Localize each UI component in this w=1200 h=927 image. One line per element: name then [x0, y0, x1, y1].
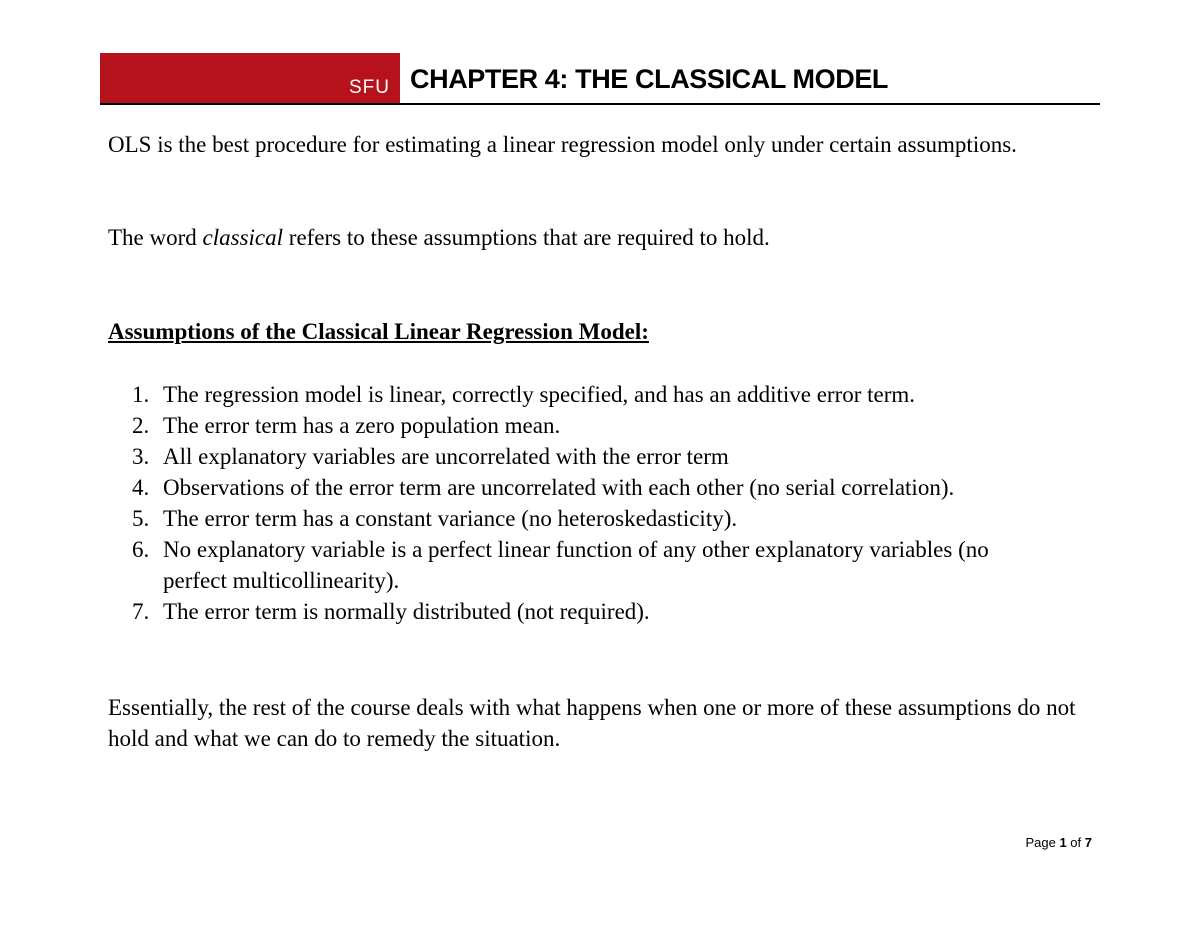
- list-item-number: 6.: [132, 537, 150, 562]
- list-item-text: The regression model is linear, correctly specified, and has an additive error term.: [163, 382, 916, 407]
- list-item-number: 1.: [132, 382, 150, 407]
- list-item: [108, 503, 1098, 534]
- page-number: [1025, 835, 1092, 851]
- list-item: [108, 379, 1098, 410]
- list-item-number: 4.: [132, 475, 150, 500]
- classical-text-after: refers to these assumptions that are required to hold.: [283, 225, 770, 250]
- sfu-logo: SFU: [349, 77, 390, 98]
- list-item-number: 3.: [132, 444, 150, 469]
- header-brand-bar: [100, 53, 400, 105]
- list-item-text: The error term has a constant variance (no heteroskedasticity).: [163, 506, 738, 531]
- total-pages: 7: [1084, 835, 1092, 850]
- classical-paragraph: [108, 222, 1098, 253]
- list-item-number: 5.: [132, 506, 150, 531]
- header-divider: [100, 103, 1100, 105]
- current-page: 1: [1059, 835, 1067, 850]
- assumptions-heading: Assumptions of the Classical Linear Regression Model:: [108, 319, 649, 344]
- list-item-number: 2.: [132, 413, 150, 438]
- chapter-title: CHAPTER 4: THE CLASSICAL MODEL: [410, 64, 889, 94]
- list-item-text: No explanatory variable is a perfect linear function of any other explanatory variables (no perfect multicollinearity).: [163, 537, 989, 593]
- list-item-text: The error term has a zero population mean.: [163, 413, 561, 438]
- classical-emphasis: classical: [202, 225, 284, 250]
- list-item-number: 7.: [132, 599, 150, 624]
- list-item: [108, 410, 1098, 441]
- list-item-text: All explanatory variables are uncorrelated with the error term: [163, 444, 729, 469]
- list-item: [108, 534, 1098, 596]
- closing-paragraph: Essentially, the rest of the course deals with what happens when one or more of these assumptions do not hold and what we can do to remedy the situation.: [108, 695, 1076, 751]
- intro-paragraph: OLS is the best procedure for estimating a linear regression model only under certain assumptions.: [108, 132, 1017, 157]
- page-label: Page: [1025, 835, 1060, 850]
- classical-text-before: The word: [108, 225, 203, 250]
- list-item-text: The error term is normally distributed (not required).: [163, 599, 650, 624]
- list-item-text: Observations of the error term are uncorrelated with each other (no serial correlation).: [163, 475, 955, 500]
- list-item: [108, 441, 1098, 472]
- list-item: [108, 472, 1098, 503]
- list-item: [108, 596, 1098, 627]
- assumptions-list: [108, 379, 1098, 627]
- page-of-label: of: [1066, 835, 1085, 850]
